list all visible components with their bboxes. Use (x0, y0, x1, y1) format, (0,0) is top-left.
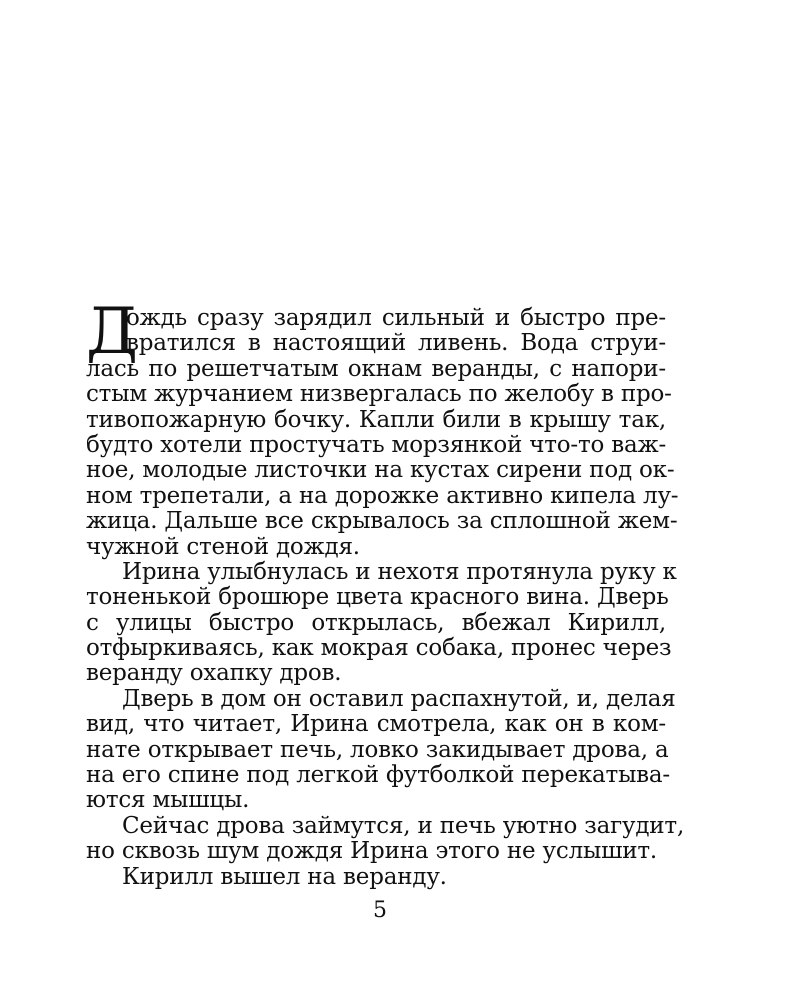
text-line: ное, молодые листочки на кустах сирени под ок- (86, 457, 675, 484)
page-number: 5 (373, 898, 387, 923)
text-line: Дверь в дом он оставил распахнутой, и, делая (122, 685, 676, 712)
text-line: будто хотели простучать морзянкой что-то важ- (86, 431, 667, 458)
text-line: на его спине под легкой футболкой перекатыва- (86, 762, 671, 789)
text-line: вид, что читает, Ирина смотрела, как он в ком- (86, 711, 666, 738)
text-line: с улицы быстро открылась, вбежал Кирилл, (86, 609, 666, 636)
text-line: отфыркиваясь, как мокрая собака, пронес через (86, 635, 672, 662)
text-line: Ирина улыбнулась и нехотя протянула руку к (122, 558, 677, 585)
drop-cap-letter: Д (86, 295, 139, 369)
text-line: ются мышцы. (86, 787, 250, 814)
body-text (86, 295, 685, 890)
text-line: чужной стеной дождя. (86, 533, 360, 560)
text-line: тивопожарную бочку. Капли били в крышу так, (86, 406, 666, 433)
text-line: ном трепетали, а на дорожке активно кипела лу- (86, 482, 679, 509)
text-line: жица. Дальше все скрывалось за сплошной жем- (86, 508, 678, 535)
text-line: веранду охапку дров. (86, 660, 342, 687)
text-line: нате открывает печь, ловко закидывает дрова, а (86, 736, 669, 763)
text-line: Сейчас дрова займутся, и печь уютно загудит, (122, 812, 685, 839)
text-line: стым журчанием низвергалась по желобу в про- (86, 381, 672, 408)
text-line: тоненькой брошюре цвета красного вина. Дверь (86, 584, 669, 611)
text-line: лась по решетчатым окнам веранды, с напори- (86, 355, 666, 382)
text-line: ождь сразу зарядил сильный и быстро пре- (126, 305, 666, 331)
text-line: Кирилл вышел на веранду. (122, 863, 447, 890)
text-line: но сквозь шум дождя Ирина этого не услышит. (86, 838, 658, 865)
text-line: вратился в настоящий ливень. Вода струи- (126, 330, 666, 357)
